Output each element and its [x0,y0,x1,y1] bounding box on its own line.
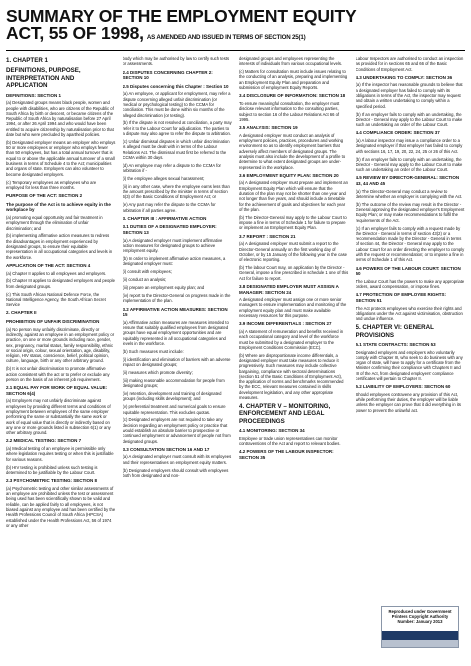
section-heading: 4.1 MONITORING: SECTION 34 [239,428,305,434]
section-heading: APPLICATION OF THE ACT: SECTION 4 [6,262,91,268]
paragraph: (b) HIV testing is prohibited unless such testing is determined to be justifiable by the Labour Court. [6,464,98,475]
paragraph: (b) Such measures must include: [122,348,184,354]
copyright-note: Reproduced under Government Printers Copyright Authority Number: January 2013 [388,609,452,624]
chapter-heading: 5. CHAPTER VI: GENERAL PROVISIONS [355,324,434,339]
document-header [6,8,465,51]
paragraph: The Act protects employees who exercise their rights and obligations under the Act against victimisation, obstruction and undue influence. [355,305,463,322]
column-1 [6,56,116,658]
column-4 [356,56,466,658]
paragraph: Designated employers and employers who voluntarily comply with Chapter III, who seek to do business with any organ of state, will have to apply for a certificate from the Minister confirming their compliance with Chapters II and III of the Act, from designated employers' compliance certificates will pertain to Chapter II. [355,349,463,381]
section-heading: 3.1 DUTIES OF A DESIGNATED EMPLOYER: SECTION 13 [122,224,217,236]
paragraph: (i) identification and elimination of barriers with an adverse impact on designated groups; [122,356,231,368]
document-page [6,8,465,658]
paragraph: (a) Medical testing of an employee is permissible only where legislation requires testing or when this is justifiable for various reasons. [6,446,114,462]
paragraph: (a) If the inspector has reasonable grounds to believe that a designated employer has failed to comply with its obligations in terms of the Act, the inspector may request and obtain a written undertaking to comply within a specified period. [355,82,463,109]
section-heading: 5.2 LIABILITY OF EMPLOYERS: SECTION 60 [355,384,451,390]
paragraph: (a) Affirmative action measures are measures intended to ensure that suitably qualified employees from designated groups have equal employment opportunities and are equitably represented in all occupational categories and levels in the workforce. [122,319,229,346]
section-heading: 3. CHAPTER III : AFFIRMATIVE ACTION [122,215,207,221]
paragraph: (a) A designated employer must consult with its employees and their representatives on employment equity matters. [122,454,232,465]
section-heading: 4.6 POWERS OF THE LABOUR COURT: SECTION 50 [355,265,461,277]
paragraph: (iii) prepare an employment equity plan; and [122,285,205,291]
title-subtitle: AS AMENDED AND ISSUED IN TERMS OF SECTION 25(1) [146,34,306,41]
section-heading: 2. CHAPTER II [6,310,37,316]
columns [6,56,465,658]
paragraph: (a) An employee, or applicant for employment, may refer a dispute concerning alleged unfair discrimination (or medical or psychological testing) to the CCMA for conciliation. This must be done within six months of the alleged discrimination (or testing). [122,91,231,118]
section-heading: 4.5 REVIEW BY DIRECTOR-GENERAL: SECTION 43, 44 AND 45 [355,175,460,187]
paragraph: (c) Designated employers are not required to take any decision regarding an employment policy or practice that would establish an absolute barrier to prospective or continued employment or advancement of people not from designated groups. [122,417,231,444]
logo-strip [382,640,458,647]
section-heading: The purpose of the Act is to achieve equity in the workplace by [6,201,111,213]
section-heading: 2.4 DISPUTES CONCERNING CHAPTER 2: SECTION 10 [122,69,213,81]
paragraph: Should employees contravene any provision of this Act, while performing their duties, the employer will be liable unless the employer can prove that it did everything in its power to prevent the unlawful act. [355,391,461,413]
paragraph: (a) Chapter II applies to all employees and employers. [6,270,107,276]
chapter-heading: DEFINITIONS, PURPOSE, INTERPRETATION AND APPLICATION [6,67,81,90]
paragraph: (b) If the dispute is not resolved at conciliation, a party may refer it to the Labour Court for adjudication. The parties to a dispute may also agree to refer the dispute to arbitration. [122,120,232,137]
paragraph: (a) The Director-General may conduct a review to determine whether an employer is complying with the Act. [355,188,463,199]
paragraph: (i) consult with employees; [122,269,172,275]
paragraph: (b) Chapter III applies to designated employers and people from designated groups. [6,278,115,289]
paragraph: (c) Matters for consultation must include issues relating to the conducting of an analysis, preparing and implementing an Employment Equity Plan and preparation and submission of employment Equity Reports. [239,69,348,91]
paragraph: (a) A designated employer must implement affirmative action measures for designated groups to achieve employment equity. [122,237,223,254]
paragraph: (b) In order to implement affirmative action measures, a designated employer must: [122,256,226,267]
paragraph: (a) A designated employer must submit a report to the Director-General annually on the first working day of October, or by 15 January of the following year in the case of electronic reporting. [239,241,348,263]
paragraph: (b) Where are disproportionate income differentials, a designated employer must take measures to reduce it progressively. Such measures may include collective bargaining, compliance with sectoral determinations (section 51 of the Basic Conditions of Employment Act), the application of norms and benchmarks recommended by the ECC, relevant measures contained in skills development legislation, and any other appropriate measures. [239,352,344,401]
paragraph: (e) Any part may refer the dispute to the CCMA for arbitration if all parties agree. [122,202,216,213]
paragraph: (b) The outcome of the review may result in the Director - General approving the designated employer's Employment Equity Plan; or may make recommendations to fulfil the requirements of the Act. [355,201,465,223]
paragraph: (c) Unfair dismissal disputes in which unfair discrimination is alleged must be dealt with in terms of the Labour Relations Act. The dismissal must first be referred to the CCMA within 30 days. [122,138,230,160]
section-heading: 2.5 Disputes concerning this Chapter : Section 10 [122,83,229,89]
section-heading: 2.1 EQUAL PAY FOR WORK OF EQUAL VALUE: SECTION 6(4) [6,385,108,396]
paragraph: (ii) conduct an analysis; [122,277,167,283]
paragraph: (b) If an employer fails to comply with an undertaking, the Director - General may apply to the Labour Court to make such an undertaking an order of the Labour Court. [355,111,463,128]
chapter-heading: 4. CHAPTER V – MONITORING, ENFORCEMENT AND LEGAL PROCEEDINGS [239,402,331,425]
section-heading: 3.3 CONSULTATION SECTION 16 AND 17 [122,446,210,452]
paragraph: (b) If an employer fails to comply with an undertaking, the Director - General may apply to the Labour Court to make such an undertaking an order of the Labour Court. [355,156,463,173]
paragraph: (iv) report to the Director-General on progress made in the implementation of the plan. [122,293,231,304]
paragraph: Labour Inspectors are authorised to conduct an inspection as provided for in sections 65 and 66 of the Basic Conditions of Employment Act. [355,56,464,72]
paragraph: (c) This South African National Defence Force, the National Intelligence Agency, the South African Secret Service [6,291,106,308]
section-heading: 4.7 PROTECTION OF EMPLOYEE RIGHTS: SECTION 51 [355,292,447,304]
section-heading: 3.9 INCOME DIFFERENTIALS : SECTION 27 [239,321,332,327]
paragraph: (b) Designated employers should consult with employees both from designated and non- [122,467,229,478]
paragraph: (b) implementing affirmative action measures to redress the disadvantages in employment experienced by designated groups, to ensure their equitable representation in all occupational categories and levels in the workforce. [6,233,113,260]
paragraph: (b) The labour Court may, on application by the Director - General, impose a fine prescribed in schedule 1 one of this Act for failure to report. [239,265,349,281]
paragraph: (b) It is not unfair discrimination to promote affirmative action consistent with the act or to prefer or exclude any person on the basis of an inherent job requirement. [6,366,110,382]
paragraph: The Labour Court has the powers to make any appropriate orders, award compensation, or impose fines. [355,278,465,290]
section-heading: 2.2 MEDICAL TESTING: SECTION 7 [6,438,82,444]
section-heading: 3.2 AFFIRMATIVE ACTION MEASURES: SECTION 15 [122,306,228,318]
paragraph: (a) A labour inspector may issue a compliance order to a designated employer if that employer has failed to comply with sections 16, 17, 19, 20, 22, 24, 25 or 26 of this Act. [355,138,463,154]
paragraph: (ii) in any other case, where the employee earns less than the amount prescribed by the minister in terms of section 6(3) of the Basic Conditions of Employment Act; or [122,183,230,200]
paragraph: (iii) making reasonable accommodation for people from designated groups; [122,377,225,389]
paragraph: (a) A designated employer must prepare and implement an Employment Equity Plan which will ensure that the duration of the plan may not be shorter than one year and not longer than five years, and should include a timetable for the achievement of goals and objectives for each year of the plan. [239,180,348,212]
title-line-2-text: ACT, 55 OF 1998, [6,23,144,43]
paragraph: (a) promoting equal opportunity and fair treatment in employment through the elimination of unfair discrimination; and [6,214,103,231]
section-heading: 4.2 POWERS OF THE LABOUR INSPECTOR: SECTION 35 [239,449,334,460]
section-heading: PURPOSE OF THE ACT: SECTION 2 [6,193,83,199]
paragraph: (b) The Director-General may apply to the Labour Court to impose a fine in terms of Schedule 1 for failure to prepare or implement an Employment Equity Plan. [239,214,347,231]
paragraph: (iv) retention, development and training of designated groups (including skills development); and [122,391,222,402]
department-logo-bar [382,631,458,640]
title-line-1: SUMMARY OF THE EMPLOYMENT EQUITY [6,8,357,26]
section-heading: DEFINITIONS: SECTION 1 [6,92,62,98]
paragraph: (d) An employee may refer a dispute to the CCMA for arbitration if - [122,162,221,174]
paragraph: (i) the employee alleges sexual harassment; [122,175,205,181]
section-heading: 3.8 DESIGNATED EMPLOYER MUST ASSIGN A MANAGER: SECTION 24 [239,283,339,295]
column-3 [239,56,349,658]
section-heading: 4.3 UNDERTAKING TO COMPLY: SECTION 36 [355,74,453,80]
paragraph: (a) Psychometric testing and other similar assessments of an employee are prohibited unless the test or assessment being used has been scientifically shown to be valid and reliable, can be applied fairly to all employees, is not biased against any employee and has been certified by the Health Professions Council of South Africa (HPCSA) established under the Health Professions Act, 56 of 1974 or any other [6,485,116,528]
paragraph: (c) If an employer fails to comply with a request made by the Director - General in terms of section 43(2) or a recommendation made by the Director - General in terms of section 44, the Director - General may apply to the Labour Court for an order directing the employer to comply with the request or recommendation; or to impose a fine in terms of Schedule 1 of this Act. [355,225,465,263]
paragraph: (a) Employers may not unfairly discriminate against employees by providing different terms and conditions of employment between employees of the same employer performing the same or substantially the same work or work of equal value that is directly or indirectly based on any one or more grounds listed in subsection 6(1) or any other arbitrary ground. [6,398,111,436]
title-line-2 [6,25,465,46]
section-heading: PROHIBITION OF UNFAIR DISCRIMINATION [6,319,100,325]
paragraph: Employee or trade union representatives can monitor contraventions of the Act and report to relevant bodies. [239,435,341,447]
paragraph: A designated employer must assign one or more senior managers to ensure implementation and monitoring of the employment equity plan and must make available necessary resources for this purpose. [239,297,347,319]
section-heading: 3.7 REPORT : SECTION 21 [239,233,296,239]
paragraph: (a) A statement of remuneration and benefits received in each occupational category and level of the workforce must be submitted by a designated employer to the Employment Conditions Commission (ECC). [239,328,344,350]
section-heading: 5.1 STATE CONTRACTS: SECTION 53 [355,341,436,347]
section-heading: 2.3 PSYCHOMETRIC TESTING: SECTION 8 [6,478,98,484]
paragraph: (b) Designated employer means an employer who employs 50 or more employees or employer who employs fewer than 50 employees, but has a total annual turnover that is equal to or above the applicable annual turnover of a small business in terms of Schedule 4 to the Act; municipalities and organs of state. Employers can also volunteer to become designated employers. [6,139,116,177]
section-heading: 3.5 ANALYSIS: SECTION 19 [239,125,298,131]
paragraph: (ii) measures which promote diversity; [122,369,193,375]
paragraph: (a) Designated groups means black people, women and people with disabilities, who are citizens of the Republic of South Africa by birth or descent, or became citizens of the Republic of South Africa by naturalisation before 27 April 1994, or after 26 April 1994 and who would have been entitled to acquire citizenship by naturalisation prior to that date but who were precluded by apartheid policies. [6,100,114,137]
section-heading: 4.4 COMPLIANCE ORDER: SECTION 37 [355,130,440,136]
paragraph: (a) No person may unfairly discriminate, directly or indirectly, against an employee in an employment policy or practice, on one or more grounds including race, gender, sex, pregnancy, marital status, family responsibility, ethnic or social origin, colour, sexual orientation, age, disability, religion, HIV status, conscience, belief, political opinion, culture, language, birth or any other arbitrary ground. [6,326,115,364]
paragraph: (c) Temporary employees as employees who are employed for less than three months. [6,179,97,190]
section-heading: 3.6 EMPLOYMENT EQUITY PLAN: SECTION 20 [239,172,339,178]
header-rule [6,50,465,51]
paragraph: body which may be authorised by law to certify such tests or assessments. [122,56,230,67]
chapter-heading: 1. CHAPTER 1 [6,57,48,64]
section-heading: 3.4 DISCLOSURE OF INFORMATION: SECTION 18 [239,93,346,99]
paragraph: designated groups and employees representing the interests of individuals from various occupational levels. [239,56,343,67]
paragraph: To ensure meaningful consultation, the employer must disclose relevant information to the consulting parties, subject to section 16 of the Labour Relations Act 66 of 1995. [239,100,340,122]
paragraph: A designated employer must conduct an analysis of employment policies, practices, procedures and working environment so as to identify employment barriers that adversely affect members of designated groups. The analysis must also include the development of a profile to determine to what extent designated groups are under-represented in the workplace. [239,132,346,170]
copyright-box [381,606,459,648]
column-2 [123,56,233,658]
paragraph: (v) preferential treatment and numerical goals to ensure equitable representation. This excludes quotas. [122,404,226,415]
